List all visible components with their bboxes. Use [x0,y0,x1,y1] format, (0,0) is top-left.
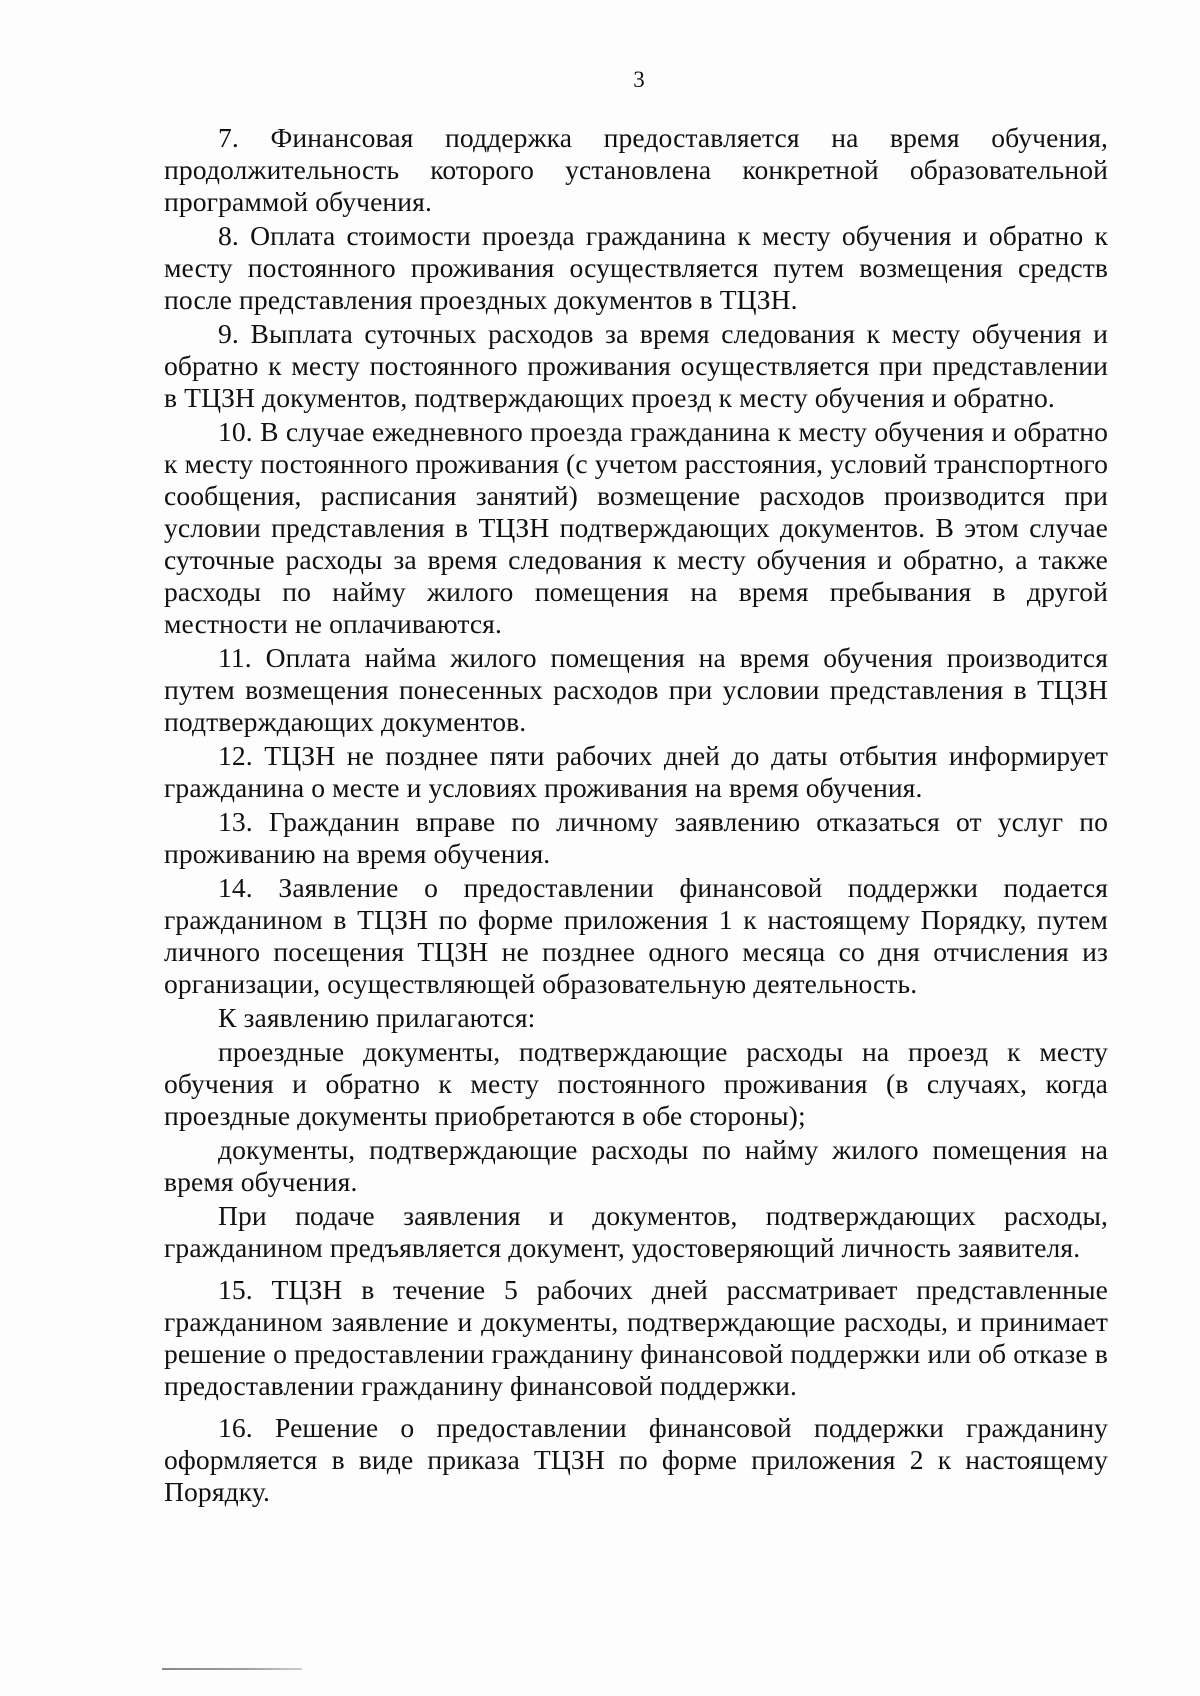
paragraph-14: 14. Заявление о предоставлении финансовой поддержки подается гражданином в ТЦЗН по форме приложения 1 к настоящему Порядку, путем личного посещения ТЦЗН не позднее одного месяца со дня отчисления из организации, осуществляющей образовательную деятельность. [164,872,1108,999]
page-number: 3 [633,67,645,92]
document-body [164,122,1108,1508]
attachment-travel-documents: проездные документы, подтверждающие расходы на проезд к месту обучения и обратно к месту постоянного проживания (в случаях, когда проездные документы приобретаются в обе стороны); [164,1036,1108,1131]
identity-document-note: При подаче заявления и документов, подтверждающих расходы, гражданином предъявляется документ, удостоверяющий личность заявителя. [164,1200,1108,1263]
paragraph-10: 10. В случае ежедневного проезда гражданина к месту обучения и обратно к месту постоянного проживания (с учетом расстояния, условий транспортного сообщения, расписания занятий) возмещение расходов производится при условии представления в ТЦЗН подтверждающих документов. В этом случае суточные расходы за время следования к месту обучения и обратно, а также расходы по найму жилого помещения на время пребывания в другой местности не оплачиваются. [164,416,1108,639]
paragraph-8: 8. Оплата стоимости проезда гражданина к месту обучения и обратно к месту постоянного проживания осуществляется путем возмещения средств после представления проездных документов в ТЦЗН. [164,220,1108,315]
paragraph-9: 9. Выплата суточных расходов за время следования к месту обучения и обратно к месту постоянного проживания осуществляется при представлении в ТЦЗН документов, подтверждающих проезд к месту обучения и обратно. [164,318,1108,413]
paragraph-16: 16. Решение о предоставлении финансовой поддержки гражданину оформляется в виде приказа ТЦЗН по форме приложения 2 к настоящему Порядку. [164,1412,1108,1507]
paragraph-7: 7. Финансовая поддержка предоставляется на время обучения, продолжительность которого установлена конкретной образовательной программой обучения. [164,122,1108,217]
paragraph-12: 12. ТЦЗН не позднее пяти рабочих дней до даты отбытия информирует гражданина о месте и условиях проживания на время обучения. [164,740,1108,803]
scan-edge-mark [162,1668,302,1670]
paragraph-13: 13. Гражданин вправе по личному заявлению отказаться от услуг по проживанию на время обучения. [164,806,1108,869]
paragraph-11: 11. Оплата найма жилого помещения на время обучения производится путем возмещения понесенных расходов при условии представления в ТЦЗН подтверждающих документов. [164,642,1108,737]
attachments-intro: К заявлению прилагаются: [218,1002,536,1033]
attachment-housing-documents: документы, подтверждающие расходы по найму жилого помещения на время обучения. [164,1134,1108,1197]
paragraph-15: 15. ТЦЗН в течение 5 рабочих дней рассматривает представленные гражданином заявление и документы, подтверждающие расходы, и принимает решение о предоставлении гражданину финансовой поддержки или об отказе в предоставлении гражданину финансовой поддержки. [164,1274,1108,1401]
